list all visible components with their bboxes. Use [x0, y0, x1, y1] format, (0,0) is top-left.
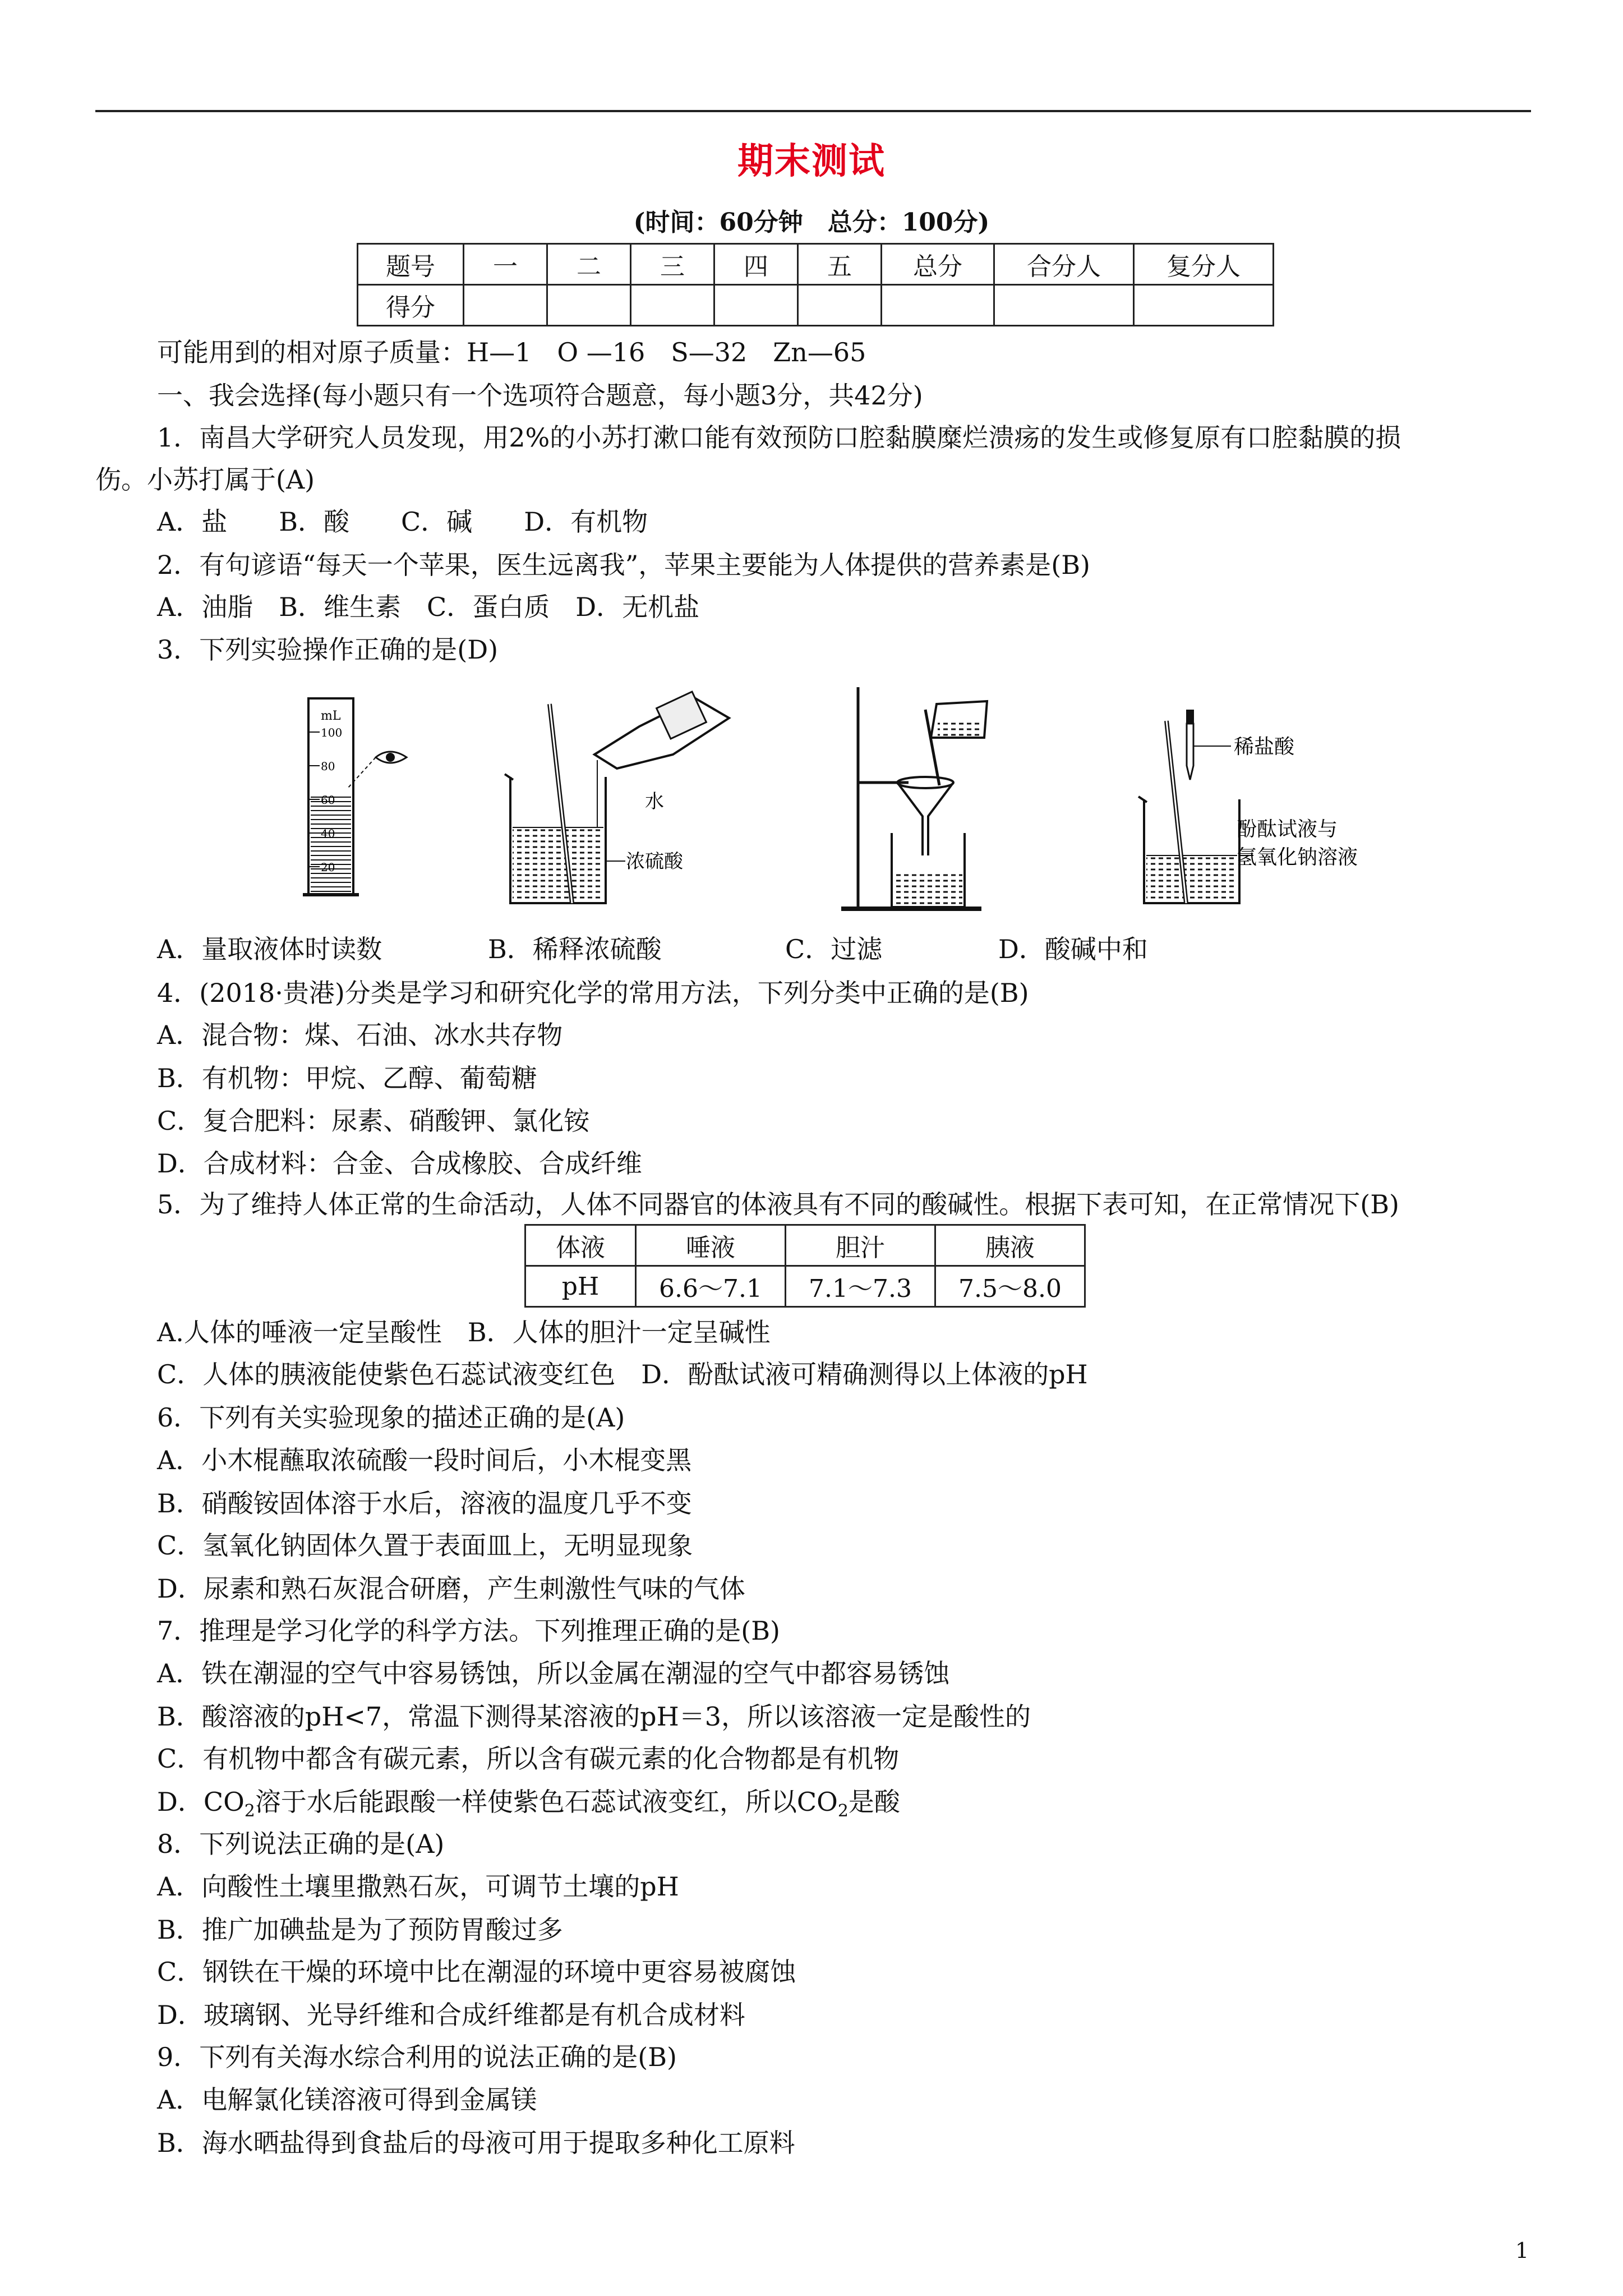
score-cell[interactable]: [798, 285, 882, 326]
score-table-header-row: [358, 244, 1274, 285]
ph-header-cell: 唾液: [636, 1225, 786, 1266]
q6-option-c: C．氢氧化钠固体久置于表面皿上，无明显现象: [157, 1530, 693, 1561]
q7-stem: 7．推理是学习化学的科学方法。下列推理正确的是(B): [157, 1616, 780, 1646]
ph-table-header-row: [525, 1225, 1085, 1266]
q6-stem: 6．下列有关实验现象的描述正确的是(A): [157, 1402, 625, 1433]
q5-options-ab: A.人体的唾液一定呈酸性 B．人体的胆汁一定呈碱性: [157, 1317, 771, 1347]
subscript-2: 2: [837, 1801, 849, 1821]
score-header-cell: 四: [714, 244, 798, 285]
figure-measuring-cylinder: [292, 687, 426, 906]
q7-option-c: C．有机物中都含有碳元素，所以含有碳元素的化合物都是有机物: [157, 1743, 900, 1774]
score-cell[interactable]: [464, 285, 547, 326]
q2-options: A．油脂 B．维生素 C．蛋白质 D．无机盐: [157, 592, 700, 622]
q4-option-c: C．复合肥料：尿素、硝酸钾、氯化铵: [157, 1106, 590, 1136]
q8-option-d: D．玻璃钢、光导纤维和合成纤维都是有机合成材料: [157, 2000, 745, 2030]
q6-option-a: A．小木棍蘸取浓硫酸一段时间后，小木棍变黑: [157, 1445, 692, 1475]
label-indicator-line2: 氢氧化钠溶液: [1237, 846, 1358, 869]
label-water: 水: [645, 790, 664, 813]
cylinder-tick-label: 20: [321, 861, 335, 874]
score-cell[interactable]: [994, 285, 1134, 326]
cylinder-tick-label: 100: [321, 726, 343, 739]
ph-header-cell: 胆汁: [786, 1225, 935, 1266]
q3-option-d: D．酸碱中和: [998, 934, 1148, 964]
q8-option-c: C．钢铁在干燥的环境中比在潮湿的环境中更容易被腐蚀: [157, 1957, 796, 1987]
q4-stem: 4．(2018·贵港)分类是学习和研究化学的常用方法，下列分类中正确的是(B): [157, 978, 1029, 1008]
exam-meta: (时间：60分钟 总分：100分): [633, 208, 990, 237]
cylinder-ml-label: mL: [321, 709, 341, 723]
q6-option-b: B．硝酸铵固体溶于水后，溶液的温度几乎不变: [157, 1488, 692, 1519]
score-cell[interactable]: [714, 285, 798, 326]
q8-option-a: A．向酸性土壤里撒熟石灰，可调节土壤的pH: [157, 1871, 679, 1902]
q3-option-b: B．稀释浓硫酸: [488, 934, 662, 964]
cylinder-tick-label: 40: [321, 827, 335, 840]
score-row-label: 得分: [358, 285, 464, 326]
cylinder-tick-label: 60: [321, 793, 335, 807]
figure-filtration: [841, 687, 1026, 917]
score-cell[interactable]: [882, 285, 994, 326]
atomic-masses: 可能用到的相对原子质量：H—1 O —16 S—32 Zn—65: [157, 337, 866, 367]
score-table-score-row: [358, 285, 1274, 326]
ph-cell: 7.5～8.0: [935, 1266, 1085, 1307]
label-conc-acid: 浓硫酸: [626, 850, 683, 873]
section1-heading: 一、我会选择(每小题只有一个选项符合题意，每小题3分，共42分): [157, 380, 923, 411]
q4-option-b: B．有机物：甲烷、乙醇、葡萄糖: [157, 1063, 537, 1093]
score-table: [357, 243, 1274, 326]
score-header-cell: 总分: [882, 244, 994, 285]
ph-header-cell: 胰液: [935, 1225, 1085, 1266]
q7-d-post: 是酸: [848, 1787, 900, 1817]
q7-option-a: A．铁在潮湿的空气中容易锈蚀，所以金属在潮湿的空气中都容易锈蚀: [157, 1658, 950, 1688]
top-rule: [95, 110, 1531, 112]
score-header-cell: 三: [631, 244, 714, 285]
q5-stem: 5．为了维持人体正常的生命活动，人体不同器官的体液具有不同的酸碱性。根据下表可知，在正常情况下(B): [157, 1189, 1399, 1220]
score-cell[interactable]: [631, 285, 714, 326]
q4-option-d: D．合成材料：合金、合成橡胶、合成纤维: [157, 1148, 642, 1179]
score-header-cell: 题号: [358, 244, 464, 285]
ph-header-cell: 体液: [525, 1225, 636, 1266]
q3-stem: 3．下列实验操作正确的是(D): [157, 634, 499, 665]
q7-option-b: B．酸溶液的pH<7，常温下测得某溶液的pH＝3，所以该溶液一定是酸性的: [157, 1701, 1031, 1732]
q8-option-b: B．推广加碘盐是为了预防胃酸过多: [157, 1915, 563, 1945]
score-header-cell: 合分人: [994, 244, 1134, 285]
ph-cell: 7.1～7.3: [786, 1266, 935, 1307]
q9-option-a: A．电解氯化镁溶液可得到金属镁: [157, 2085, 537, 2115]
score-cell[interactable]: [1134, 285, 1274, 326]
q8-stem: 8．下列说法正确的是(A): [157, 1829, 445, 1859]
score-header-cell: 五: [798, 244, 882, 285]
q9-option-b: B．海水晒盐得到食盐后的母液可用于提取多种化工原料: [157, 2128, 795, 2158]
score-header-cell: 一: [464, 244, 547, 285]
eye-icon: [348, 752, 407, 788]
score-cell[interactable]: [547, 285, 631, 326]
page-number: 1: [1515, 2238, 1529, 2263]
page-title: 期末测试: [737, 140, 886, 182]
cylinder-tick-label: 80: [321, 760, 335, 773]
reagent-bottle: [594, 692, 729, 769]
q3-option-c: C．过滤: [785, 934, 883, 964]
label-indicator-line1: 酚酞试液与: [1237, 818, 1338, 841]
q1-stem-line1: 1．南昌大学研究人员发现，用2%的小苏打漱口能有效预防口腔黏膜糜烂溃疡的发生或修复原有口腔黏膜的损: [157, 422, 1401, 453]
ph-table: [524, 1224, 1086, 1308]
q5-options-cd: C．人体的胰液能使紫色石蕊试液变红色 D．酚酞试液可精确测得以上体液的pH: [157, 1359, 1088, 1389]
ph-cell: 6.6～7.1: [636, 1266, 786, 1307]
subscript-2: 2: [244, 1801, 255, 1821]
q7-d-mid: 溶于水后能跟酸一样使紫色石蕊试液变红，所以CO: [255, 1787, 838, 1817]
q3-option-a: A．量取液体时读数: [157, 934, 382, 964]
q1-stem-line2: 伤。小苏打属于(A): [95, 464, 315, 495]
figure-dilute-acid: [494, 687, 763, 912]
score-header-cell: 二: [547, 244, 631, 285]
q2-stem: 2．有句谚语“每天一个苹果，医生远离我”，苹果主要能为人体提供的营养素是(B): [157, 550, 1090, 580]
score-header-cell: 复分人: [1134, 244, 1274, 285]
figure-neutralization: [1127, 687, 1441, 912]
ph-table-value-row: [525, 1266, 1085, 1307]
q6-option-d: D．尿素和熟石灰混合研磨，产生刺激性气味的气体: [157, 1573, 745, 1604]
label-dilute-hcl: 稀盐酸: [1234, 735, 1295, 758]
q4-option-a: A．混合物：煤、石油、冰水共存物: [157, 1020, 563, 1050]
q1-options: A．盐 B．酸 C．碱 D．有机物: [157, 507, 648, 537]
q9-stem: 9．下列有关海水综合利用的说法正确的是(B): [157, 2042, 677, 2072]
q7-option-d: [157, 1785, 900, 1828]
q7-d-pre: D．CO: [157, 1787, 245, 1817]
ph-cell: pH: [525, 1266, 636, 1307]
